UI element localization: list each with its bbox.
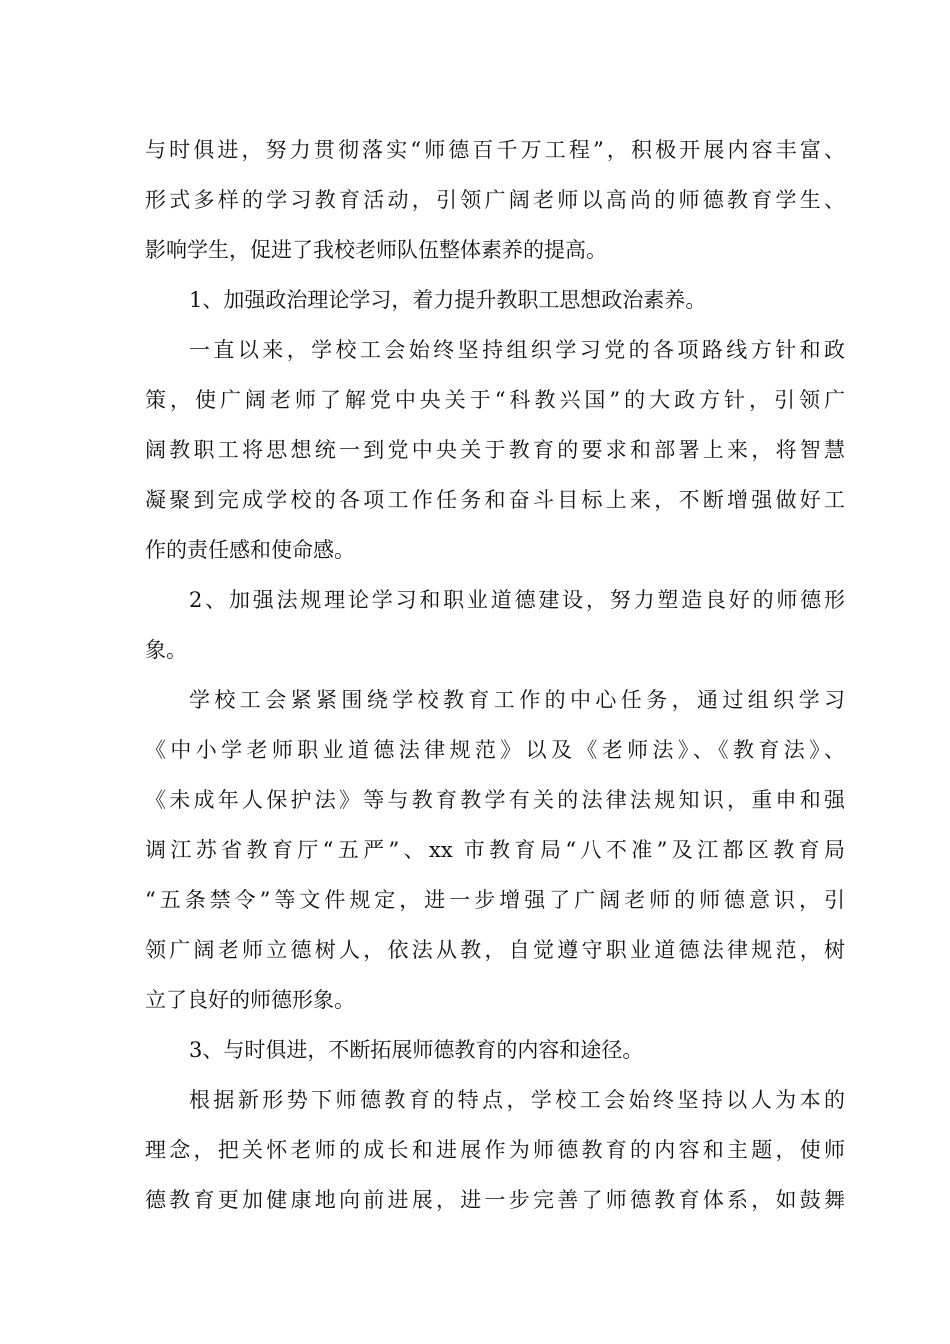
body-text-line: 形式多样的学习教育活动，引领广阔老师以高尚的师德教育学生、 xyxy=(145,188,845,212)
body-text-line: 与时俱进，努力贯彻落实“师德百千万工程”，积极开展内容丰富、 xyxy=(145,138,845,162)
body-text-line: 学校工会紧紧围绕学校教育工作的中心任务，通过组织学习 xyxy=(189,688,845,712)
body-text-line: “五条禁令”等文件规定，进一步增强了广阔老师的师德意识，引 xyxy=(145,888,845,912)
body-text-line: 根据新形势下师德教育的特点，学校工会始终坚持以人为本的 xyxy=(189,1088,845,1112)
section-heading-1: 1、加强政治理论学习，着力提升教职工思想政治素养。 xyxy=(189,288,707,312)
section-heading-2-continued: 象。 xyxy=(145,638,187,662)
body-text-line: 作的责任感和使命感。 xyxy=(145,538,355,562)
body-text-line: 阔教职工将思想统一到党中央关于教育的要求和部署上来，将智慧 xyxy=(145,438,845,462)
section-heading-3: 3、与时俱进，不断拓展师德教育的内容和途径。 xyxy=(189,1038,644,1062)
body-text-line: 领广阔老师立德树人，依法从教，自觉遵守职业道德法律规范，树 xyxy=(145,938,845,962)
body-text-line: 凝聚到完成学校的各项工作任务和奋斗目标上来，不断增强做好工 xyxy=(145,488,845,512)
body-text-line: 《未成年人保护法》等与教育教学有关的法律法规知识，重申和强 xyxy=(145,788,845,812)
body-text-line: 德教育更加健康地向前进展，进一步完善了师德教育体系，如鼓舞 xyxy=(145,1188,845,1212)
body-text-line: 影响学生，促进了我校老师队伍整体素养的提高。 xyxy=(145,238,607,262)
body-text-line: 调江苏省教育厅“五严”、xx 市教育局“八不准”及江都区教育局 xyxy=(145,838,845,862)
section-heading-2: 2、加强法规理论学习和职业道德建设，努力塑造良好的师德形 xyxy=(189,588,845,612)
body-text-line: 《中小学老师职业道德法律规范》以及《老师法》、《教育法》、 xyxy=(145,738,845,762)
body-text-line: 一直以来，学校工会始终坚持组织学习党的各项路线方针和政 xyxy=(189,338,845,362)
body-text-line: 策，使广阔老师了解党中央关于“科教兴国”的大政方针，引领广 xyxy=(145,388,845,412)
body-text-line: 理念，把关怀老师的成长和进展作为师德教育的内容和主题，使师 xyxy=(145,1138,845,1162)
body-text-line: 立了良好的师德形象。 xyxy=(145,988,355,1012)
